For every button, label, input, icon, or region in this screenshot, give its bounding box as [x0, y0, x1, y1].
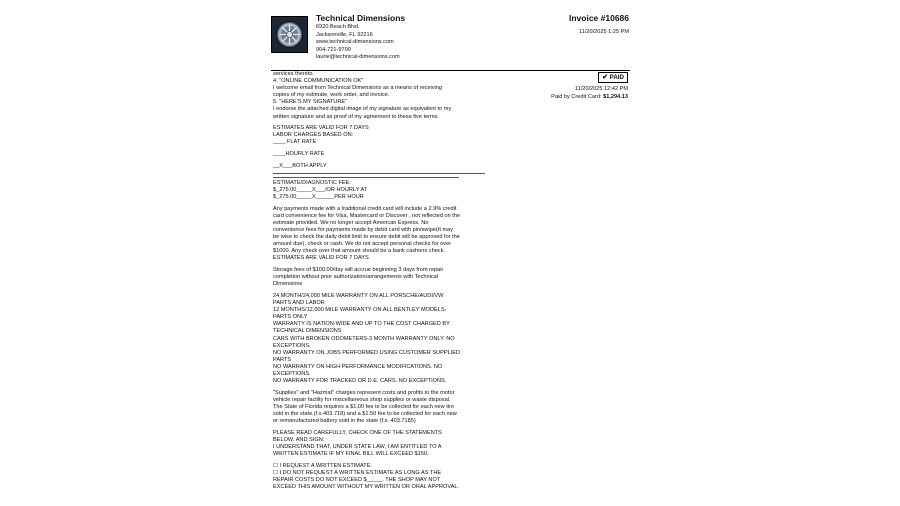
- both-apply-block: [273, 163, 485, 170]
- payment-method-label: Paid by Credit Card:: [551, 93, 602, 100]
- text-line: ESTIMATES ARE VALID FOR 7 DAYS: [273, 125, 369, 132]
- invoice-page: [271, 13, 631, 506]
- text-line: BELOW, AND SIGN:: [273, 436, 325, 443]
- text-line: amount due), check or cash. We do not accept personal checks for over: [273, 241, 452, 248]
- company-name: Technical Dimensions: [316, 13, 406, 23]
- hourly-rate-block: [273, 151, 485, 158]
- text-line: __X___BOTH APPLY: [273, 162, 327, 169]
- payment-date: 11/20/2025 12:42 PM: [574, 86, 628, 92]
- text-line: 4. "ONLINE COMMUNICATION OK": [273, 78, 364, 85]
- text-line: card convenience fee for Visa, Mastercard or Discover , not reflected on the: [273, 212, 461, 219]
- text-line: I welcome email from Technical Dimensions as a means of receiving: [273, 85, 443, 92]
- text-line: sold in the state.(f.s.403.718) and a $1.50 fee to be collected for each new: [273, 411, 457, 418]
- text-line: REPAIR COSTS DO NOT EXCEED $_____. THE SHOP MAY NOT: [273, 477, 441, 484]
- address-line: 6920 Beach Blvd.: [316, 24, 360, 30]
- wheel-icon: [272, 17, 307, 52]
- separator-line: [273, 177, 459, 178]
- text-line: ESTIMATES ARE VALID FOR 7 DAYS: [273, 255, 369, 262]
- text-line: 5. "HERE'S MY SIGNATURE": [273, 99, 348, 106]
- company-email-link[interactable]: laurie@technical-dimensions.com: [316, 54, 400, 61]
- text-line: NO WARRANTY ON JOBS PERFORMED USING CUSTOMER SUPPLIED: [273, 349, 460, 356]
- company-logo: [271, 16, 308, 53]
- text-line: estimate provided. We no longer accept American Express. No: [273, 219, 429, 226]
- text-line: NO WARRANTY FOR TRACKED OR D.E. CARS. NO EXCEPTIONS.: [273, 378, 447, 385]
- text-line: completion without prior authorization/arrangements with Technical: [273, 274, 438, 281]
- storage-fees-block: [273, 267, 485, 288]
- text-line: I endorse the attached digital image of my signature as equivalent to my: [273, 106, 452, 113]
- terms-column: [273, 71, 485, 491]
- text-line: $1000. Any check over that amount should be a bank cashiers check.: [273, 248, 445, 255]
- text-line: PARTS ONLY: [273, 314, 308, 321]
- text-line: vehicle repair facility for miscellaneous shop supplies or waste disposal.: [273, 396, 451, 403]
- text-line: The State of Florida requires a $1.00 fee to be collected for each new tire: [273, 404, 454, 410]
- text-line: "Supplies" and "Hazmat" charges represent costs and profits to the motor: [273, 389, 455, 396]
- supplies-hazmat-block: [273, 390, 485, 425]
- text-line: NO WARRANTY ON HIGH PERFORMANCE MODIFICATIONS. NO: [273, 363, 443, 370]
- text-line: LABOR CHARGES BASED ON:: [273, 132, 354, 139]
- paid-badge: [598, 72, 628, 83]
- text-line: EXCEPTIONS.: [273, 342, 311, 349]
- invoice-date: 11/20/2025 1:25 PM: [579, 29, 629, 35]
- address-line: Jacksonville, FL 32216: [316, 31, 373, 38]
- text-line: written signature and as proof of my agreement to these five terms.: [273, 113, 440, 120]
- text-line: WRITTEN ESTIMATE IF MY FINAL BILL WILL EXCEED $150.: [273, 451, 429, 458]
- text-line: be wise to check the daily debit limit to ensure debit will be approved for the: [273, 234, 460, 241]
- invoice-header: [569, 13, 629, 37]
- request-estimate-checkbox[interactable]: ☐ I REQUEST A WRITTEN ESTIMATE.: [273, 462, 372, 469]
- company-address: [316, 24, 496, 62]
- text-line: WARRANTY IS NATION-WIDE AND UP TO THE COST CHARGED BY: [273, 321, 450, 328]
- paid-status: PAID: [609, 74, 624, 81]
- text-line: PARTS AND LABOR: [273, 300, 325, 307]
- warranty-block: [273, 293, 485, 385]
- text-line: copies of my estimate, work order, and invoice.: [273, 92, 390, 99]
- text-line: CARS WITH BROKEN ODOMETERS-3 MONTH WARRANTY ONLY. NO: [273, 335, 455, 342]
- estimate-choice-block: [273, 463, 485, 491]
- diagnostic-fee-block: [273, 180, 485, 201]
- payment-method: [551, 94, 628, 102]
- text-line: 24 MONTH/24,000 MILE WARRANTY ON ALL PORSCHE/AUDI/VW: [273, 293, 444, 299]
- consent-block: [273, 71, 485, 121]
- payment-amount: $1,294.13: [603, 93, 628, 100]
- text-line: I UNDERSTAND THAT, UNDER STATE LAW, I AM ENTITLED TO A: [273, 444, 442, 451]
- text-line: ____ FLAT RATE: [273, 139, 317, 146]
- text-line: EXCEED THIS AMOUNT WITHOUT MY WRITTEN OR ORAL APPROVAL.: [273, 484, 460, 491]
- text-line: PLEASE READ CAREFULLY, CHECK ONE OF THE STATEMENTS: [273, 429, 442, 436]
- text-line: or remanufactured battery sold in the state (f.s. 403.7185): [273, 418, 416, 425]
- text-line: PARTS: [273, 356, 292, 363]
- read-carefully-block: [273, 430, 485, 458]
- text-line: 12 MONTHS/12,000 MILE WARRANTY ON ALL BENTLEY MODELS-: [273, 307, 447, 314]
- separator-line: [273, 173, 485, 174]
- text-line: Storage fees of $100.00/day will accrue beginning 3 days from repair: [273, 267, 444, 274]
- labor-charges-block: [273, 125, 485, 146]
- text-line: TECHNICAL DIMENSIONS: [273, 328, 342, 335]
- text-line: services thereto.: [273, 71, 315, 77]
- text-line: convenience fees for payments made by debit card with pin/swipe(It may: [273, 227, 454, 234]
- decline-estimate-checkbox[interactable]: ☐ I DO NOT REQUEST A WRITTEN ESTIMATE AS LONG AS THE: [273, 469, 442, 476]
- text-line: Dimensions: [273, 281, 303, 288]
- text-line: $_275.00_____X______PER HOUR: [273, 194, 364, 201]
- company-phone: 904-721-9700: [316, 46, 351, 53]
- text-line: EXCEPTIONS.: [273, 371, 311, 378]
- payment-terms-block: [273, 206, 485, 263]
- company-info: [316, 13, 496, 62]
- check-icon: ✔: [602, 74, 608, 81]
- invoice-number: Invoice #10686: [568, 13, 629, 23]
- text-line: ____HOURLY RATE: [273, 151, 325, 158]
- payment-info: [551, 86, 628, 101]
- company-website-link[interactable]: www.technical-dimensions.com: [316, 39, 394, 46]
- text-line: ESTIMATE/DIAGNOSTIC FEE:: [273, 179, 351, 186]
- text-line: Any payments made with a traditional credit card will include a 2.9% credit: [273, 205, 457, 212]
- text-line: $_275.00_____X___/OR HOURLY AT: [273, 187, 368, 193]
